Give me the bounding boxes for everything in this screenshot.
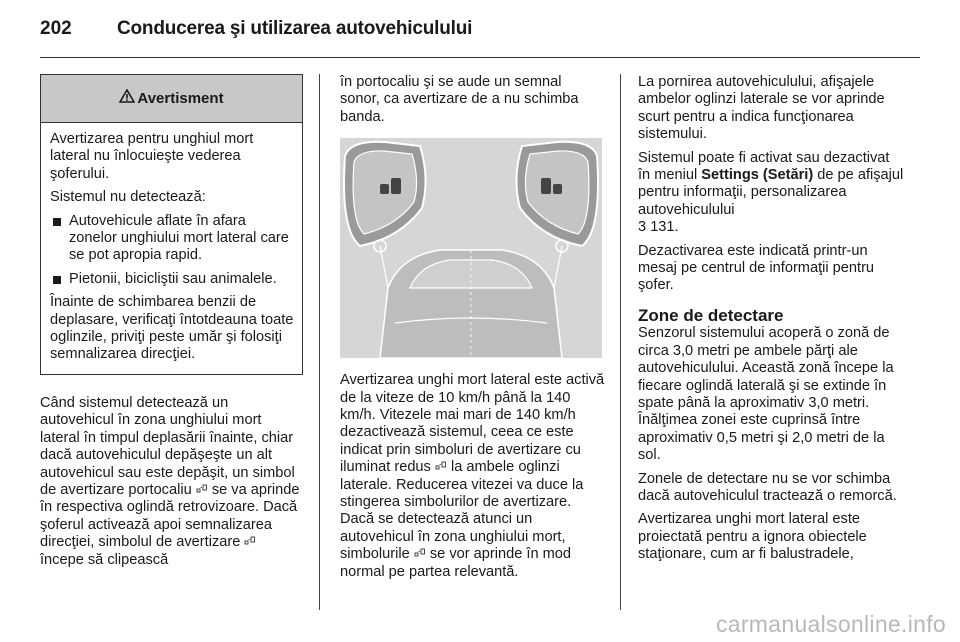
bullet-square-icon (53, 276, 61, 284)
body-paragraph (638, 150, 904, 237)
text-run: Sistemul poate fi activat sau dezactivat în meniul (638, 149, 890, 184)
column-3 (638, 74, 904, 570)
page-header (40, 8, 920, 48)
bullet-text: Pietonii, bicicliştii sau animalele. (69, 270, 277, 287)
warning-title: Avertisment (137, 89, 224, 107)
text-run: de pe afişajul pentru informaţii, personalizarea autovehiculului (638, 167, 904, 218)
warning-paragraph: Înainte de schimbarea benzii de deplasare, verificaţi întotdeauna toate oglinzile, priviţi peste umăr şi folosiţi semnalizarea direcţiei. (50, 294, 294, 363)
column-divider (319, 74, 320, 610)
side-mirrors-illustration (340, 138, 602, 358)
warning-box (40, 74, 303, 375)
bullet-text: Autovehicule aflate în afara zonelor unghiului mort lateral care se pot apropia rapid. (69, 212, 289, 264)
column-divider (620, 74, 621, 610)
text-run: se va aprinde în respectiva oglindă retrovizoare. Dacă şoferul activează apoi semnalizarea direcţiei, simbolul de avertizare (40, 481, 300, 551)
warning-bullet (50, 213, 294, 265)
column-2 (340, 74, 605, 587)
watermark: carmanualsonline.info (715, 611, 946, 637)
page-title: Conducerea şi utilizarea autovehiculului (117, 18, 473, 39)
settings-menu-label: Settings (Setări) (701, 167, 814, 184)
blind-spot-warning-icon (414, 546, 426, 556)
page-number: 202 (40, 18, 72, 39)
warning-paragraph: Avertizarea pentru unghiul mort lateral nu înlocuieşte vederea şoferului. (50, 131, 254, 182)
text-run: Când sistemul detectează un autovehicul în zona unghiului mort lateral în timpul deplasării înainte, chiar dacă autovehiculul depăşeşte un alt autovehicul sau este depăşit, un simbol de avertizare portocaliu (40, 394, 295, 498)
page-reference-arrow-icon: 3 (638, 219, 647, 236)
warning-bullet (50, 271, 294, 288)
header-rule (40, 57, 920, 58)
body-paragraph (340, 372, 605, 581)
body-paragraph: Avertizarea unghi mort lateral este proiectată pentru a ignora obiectele staţionare, cum ar fi balustradele, (638, 511, 867, 563)
section-heading: Zone de detectare (638, 305, 784, 325)
warning-body (41, 123, 302, 374)
body-paragraph: Zonele de detectare nu se vor schimba dacă autovehiculul tractează o remorcă. (638, 470, 897, 504)
blind-spot-warning-icon (196, 482, 208, 492)
column-1 (40, 74, 303, 575)
warning-paragraph: Sistemul nu detectează: (50, 189, 206, 206)
body-paragraph (40, 395, 303, 569)
warning-header (41, 75, 302, 123)
blind-spot-warning-icon (244, 534, 256, 544)
body-paragraph: La pornirea autovehiculului, afişajele ambelor oglinzi laterale se vor aprinde scurt pentru a indica funcţionarea sistemului. (638, 74, 885, 143)
body-paragraph: Senzorul sistemului acoperă o zonă de circa 3,0 metri pe ambele părţi ale autovehiculului. Această zonă începe la fiecare oglindă laterală şi se extinde în spate până la aproximativ 3,0 metri. Înălţimea zonei este cuprinsă între aproximativ 0,5 metri şi 2,0 metri de la sol. (638, 325, 894, 464)
text-run: se vor aprinde în mod normal pe partea relevantă. (340, 546, 572, 580)
blind-spot-warning-icon (435, 459, 447, 469)
text-run: Avertizarea unghi mort lateral este activă de la viteze de 10 km/h până la 140 km/h. Vitezele mai mari de 140 km/h dezactivează sistemul, ceea ce este indicat prin simboluri de avertizare cu iluminat redus (340, 372, 605, 476)
text-run: la ambele oglinzi laterale. Reducerea vitezei va duce la stingerea simbolurilor de avertizare. Dacă se detectează atunci un autovehicul în zona unghiului mort, simbolurile (340, 459, 584, 563)
bullet-square-icon (53, 218, 61, 226)
page-reference[interactable]: 131. (650, 219, 679, 236)
text-run: începe să clipească (40, 551, 169, 568)
body-paragraph: în portocaliu şi se aude un semnal sonor, ca avertizare de a nu schimba banda. (340, 74, 579, 125)
body-paragraph: Dezactivarea este indicată printr-un mesaj pe centrul de informaţii pentru şofer. (638, 242, 875, 294)
warning-triangle-icon (119, 89, 135, 107)
